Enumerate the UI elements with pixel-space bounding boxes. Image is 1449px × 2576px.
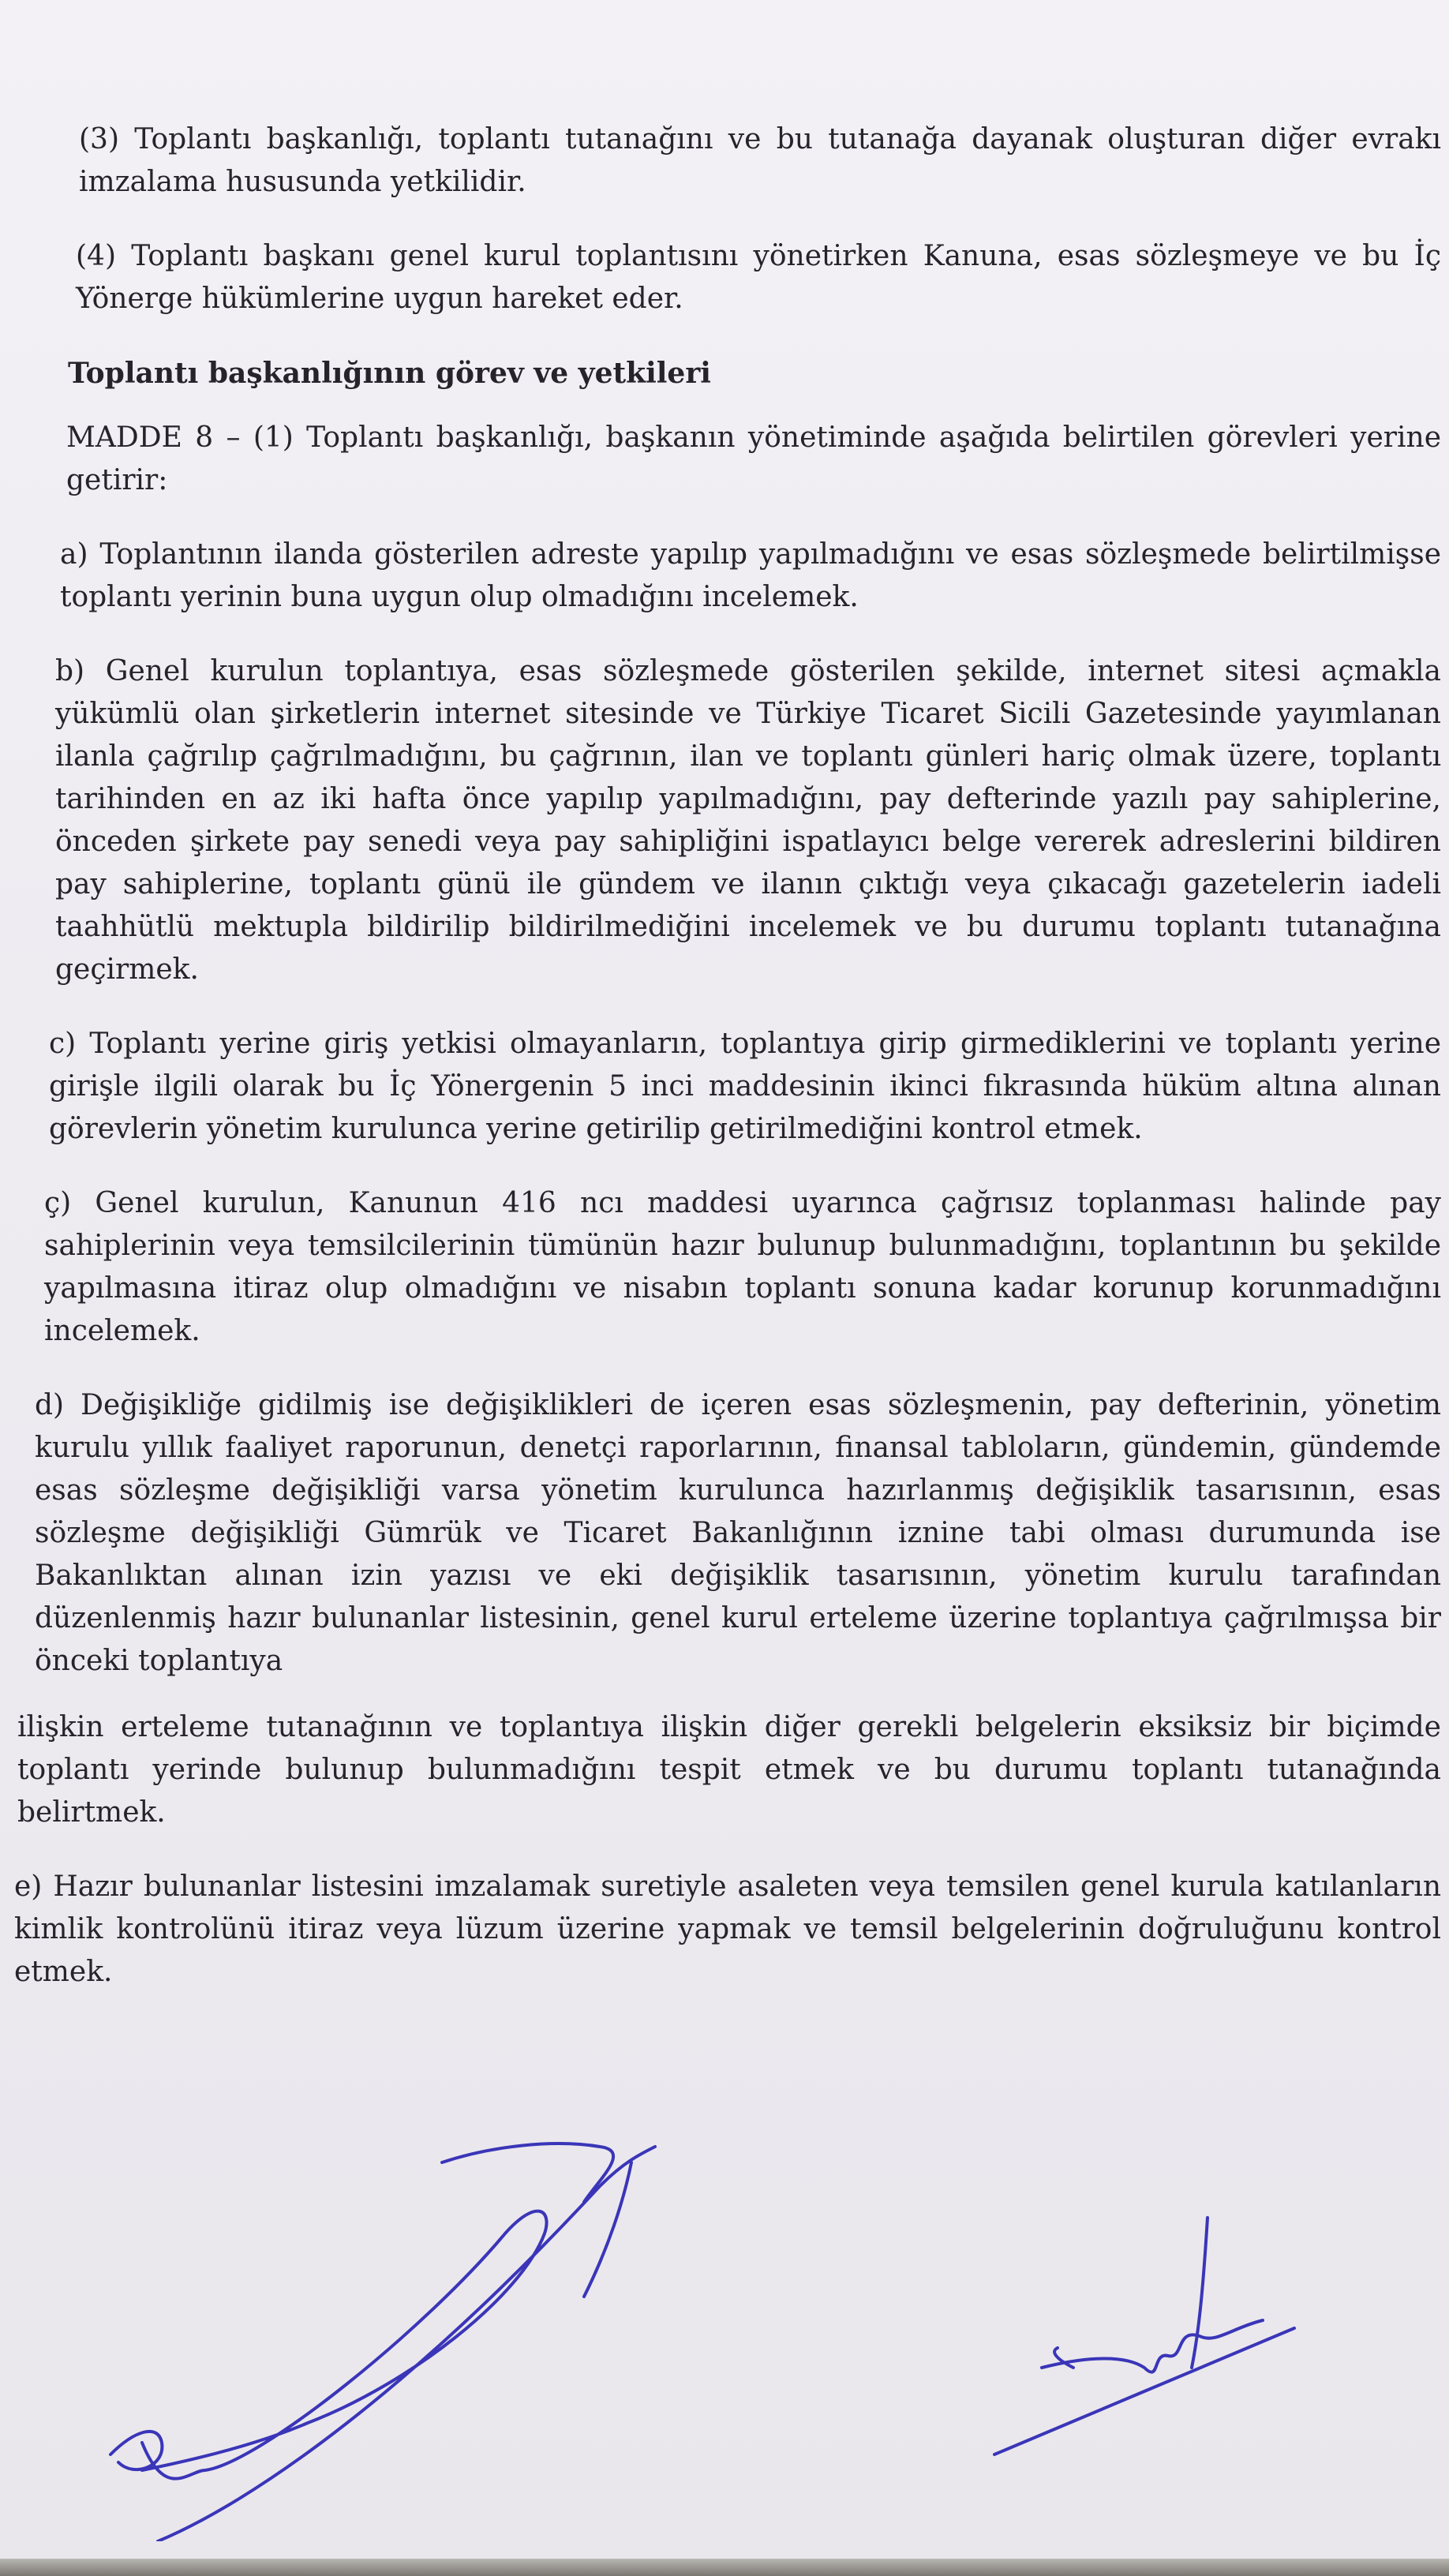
item-d-continued: ilişkin erteleme tutanağının ve toplantıya ilişkin diğer gerekli belgelerin eksiksiz bir biçimde toplantı yerinde bulunup bulunmadığını tespit etmek ve bu durumu toplantı tutanağında belirtmek. bbox=[17, 1711, 1441, 1829]
item-e: e) Hazır bulunanlar listesini imzalamak suretiyle asaleten veya temsilen genel kurula katılanların kimlik kontrolünü itiraz veya lüzum üzerine yapmak ve temsil belgelerinin doğruluğunu kontrol etmek. bbox=[14, 1870, 1441, 1988]
section-heading: Toplantı başkanlığının görev ve yetkileri bbox=[68, 357, 711, 390]
signatures bbox=[0, 2131, 1449, 2541]
article-8-intro: MADDE 8 – (1) Toplantı başkanlığı, başkanın yönetiminde aşağıda belirtilen görevleri yerine getirir: bbox=[66, 421, 1441, 496]
item-a: a) Toplantının ilanda gösterilen adreste yapılıp yapılmadığını ve esas sözleşmede belirtilmişse toplantı yerinin buna uygun olup olmadığını incelemek. bbox=[60, 538, 1441, 613]
signature-right bbox=[994, 2218, 1294, 2454]
item-c-cedilla: ç) Genel kurulun, Kanunun 416 ncı maddesi uyarınca çağrısız toplanması halinde pay sahiplerinin veya temsilcilerinin tümünün hazır bulunup bulunmadığını, toplantının bu şekilde yapılmasına itiraz olup olmadığını ve nisabın toplantı sonuna kadar korunup korunmadığını incelemek. bbox=[44, 1187, 1441, 1347]
item-d: d) Değişikliğe gidilmiş ise değişiklikleri de içeren esas sözleşmenin, pay defterinin, yönetim kurulu yıllık faaliyet raporunun, denetçi raporlarının, finansal tabloların, gündemin, gündemde esas sözleşme değişikliği varsa yönetim kurulunca hazırlanmış değişiklik tasarısının, esas sözleşme değişikliği Gümrük ve Ticaret Bakanlığının iznine tabi olması durumunda ise Bakanlıktan alınan izin yazısı ve eki değişiklik tasarısının, yönetim kurulu tarafından düzenlenmiş hazır bulunanlar listesinin, genel kurul erteleme üzerine toplantıya çağrılmışsa bir önceki toplantıya bbox=[35, 1389, 1441, 1677]
signature-left bbox=[110, 2144, 655, 2541]
page-edge-shadow bbox=[0, 2559, 1449, 2576]
item-b: b) Genel kurulun toplantıya, esas sözleşmede gösterilen şekilde, internet sitesi açmakla yükümlü olan şirketlerin internet sitesinde ve Türkiye Ticaret Sicili Gazetesinde yayımlanan ilanla çağrılıp çağrılmadığını, bu çağrının, ilan ve toplantı günleri hariç olmak üzere, toplantı tarihinden en az iki hafta önce yapılıp yapılmadığını, pay defterinde yazılı pay sahiplerine, önceden şirkete pay senedi veya pay sahipliğini ispatlayıcı belge vererek adreslerini bildiren pay sahiplerine, toplantı günü ile gündem ve ilanın çıktığı veya çıkacağı gazetelerin iadeli taahhütlü mektupla bildirilip bildirilmediğini incelemek ve bu durumu toplantı tutanağına geçirmek. bbox=[55, 655, 1441, 986]
paragraph-3: (3) Toplantı başkanlığı, toplantı tutanağını ve bu tutanağa dayanak oluşturan diğer evrakı imzalama hususunda yetkilidir. bbox=[79, 123, 1441, 198]
document-body bbox=[14, 118, 1441, 2025]
item-c: c) Toplantı yerine giriş yetkisi olmayanların, toplantıya girip girmediklerini ve toplantı yerine girişle ilgili olarak bu İç Yönergenin 5 inci maddesinin ikinci fıkrasında hüküm altına alınan görevlerin yönetim kurulunca yerine getirilip getirilmediğini kontrol etmek. bbox=[49, 1028, 1441, 1145]
paragraph-4: (4) Toplantı başkanı genel kurul toplantısını yönetirken Kanuna, esas sözleşmeye ve bu İç Yönerge hükümlerine uygun hareket eder. bbox=[76, 240, 1441, 315]
